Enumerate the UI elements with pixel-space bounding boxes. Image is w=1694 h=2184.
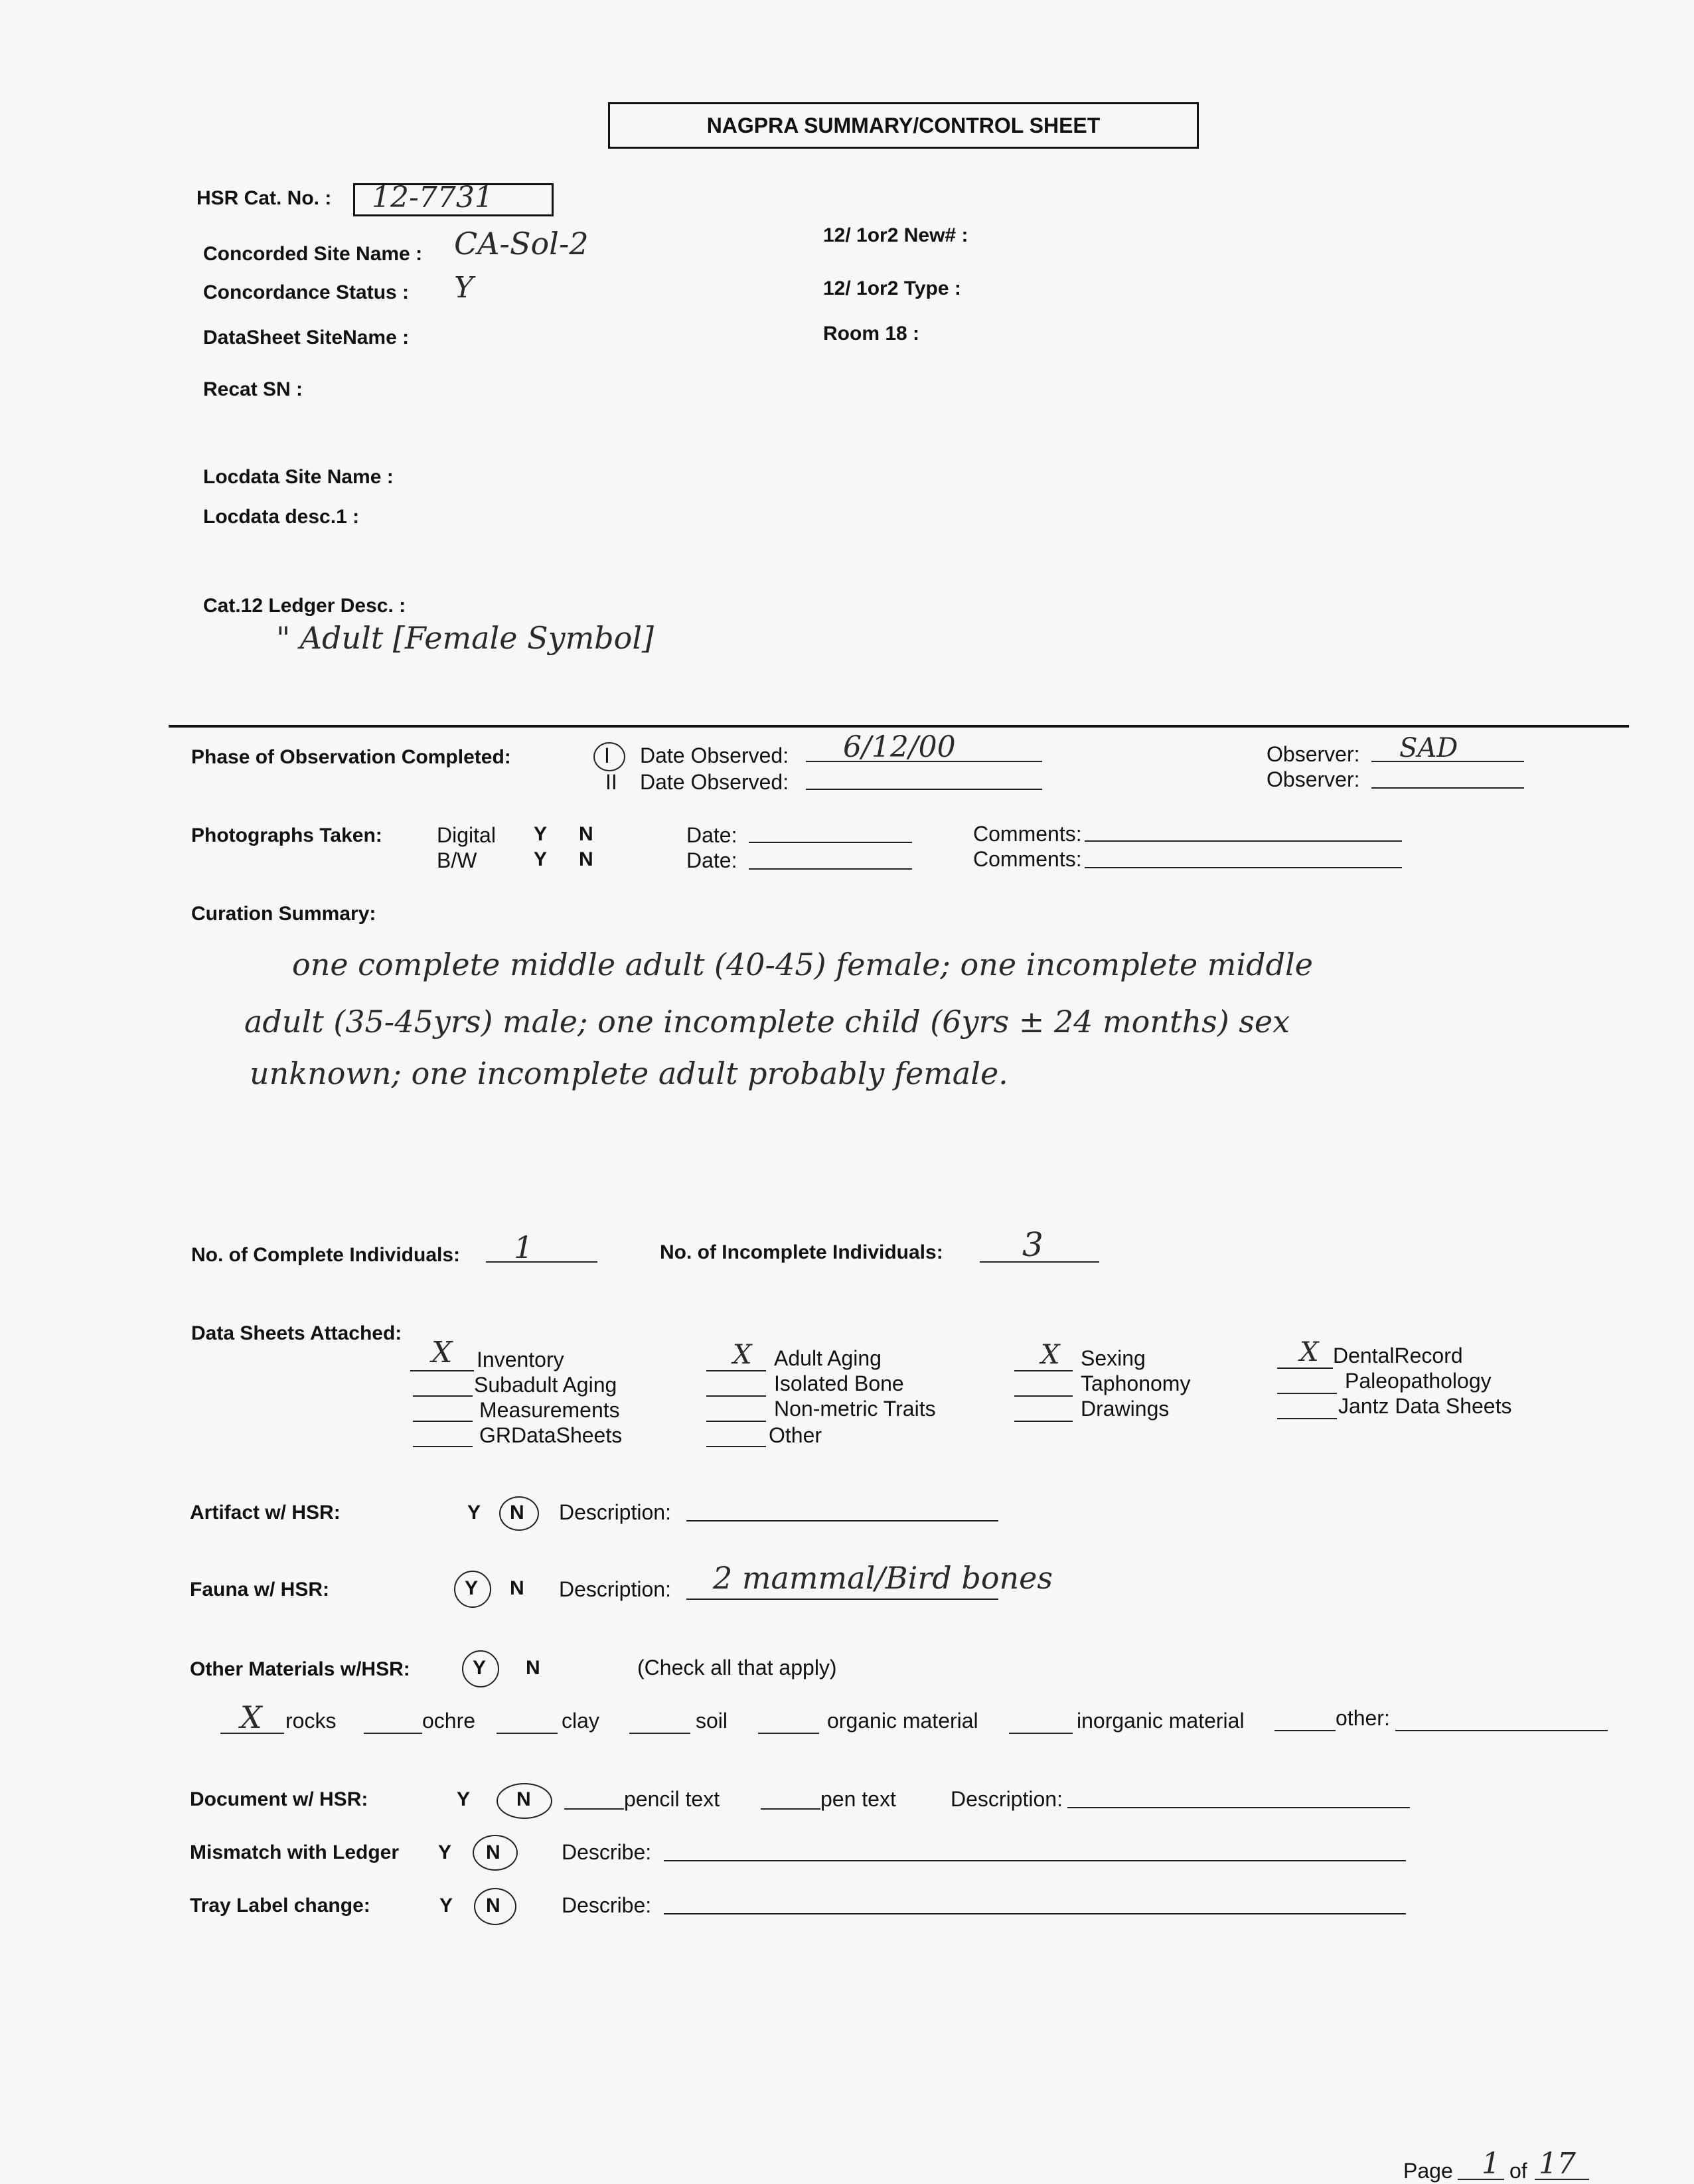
fauna-label: Fauna w/ HSR: [190,1579,330,1600]
tray-describe-line[interactable] [664,1913,1406,1914]
other-material-line[interactable] [1395,1730,1608,1731]
complete-individuals-line [486,1261,597,1263]
photo-digital: Digital [437,823,496,847]
locdata-site-name-label: Locdata Site Name : [203,466,394,488]
date-observed-value: 6/12/00 [843,730,956,764]
phase-one: I [604,743,610,767]
observer-label-1: Observer: [1267,742,1360,766]
fauna-desc-label: Description: [559,1577,671,1601]
sheet-measurements: Measurements [479,1398,620,1422]
material-inorganic: inorganic material [1077,1709,1245,1733]
check-line-subadult-aging[interactable] [413,1395,473,1397]
page-label: Page [1403,2159,1453,2183]
curation-line-1: one complete middle adult (40-45) female; one incomplete middle [292,947,1313,982]
check-line-measurements[interactable] [413,1421,473,1422]
photo-comments-line-2 [1085,867,1402,868]
date-observed-line-1 [806,761,1042,762]
artifact-n[interactable]: N [510,1502,524,1523]
incomplete-individuals-line [980,1261,1099,1263]
observer-line-1 [1371,761,1524,762]
other-materials-n[interactable]: N [526,1657,540,1679]
data-sheets-label: Data Sheets Attached: [191,1322,402,1344]
complete-individuals-value: 1 [514,1229,534,1265]
complete-individuals-label: No. of Complete Individuals: [191,1244,461,1266]
mismatch-label: Mismatch with Ledger [190,1841,400,1863]
mismatch-describe-line[interactable] [664,1860,1406,1861]
concordance-status-label: Concordance Status : [203,281,410,303]
document-desc-line[interactable] [1067,1807,1410,1808]
observer-value: SAD [1399,733,1458,763]
material-other: other: [1336,1706,1390,1730]
other-materials-note: (Check all that apply) [637,1656,837,1679]
photo-digital-n: N [579,823,593,845]
sheet-other: Other [769,1423,822,1447]
room-label: Room 18 : [823,323,920,345]
check-line-clay[interactable] [497,1733,558,1734]
check-line-paleopathology[interactable] [1277,1393,1337,1394]
material-rocks: rocks [285,1709,337,1733]
check-line-sexing[interactable] [1014,1370,1073,1371]
document-label: Document w/ HSR: [190,1788,368,1810]
check-line-pencil[interactable] [564,1808,624,1810]
section-divider [169,725,1629,728]
artifact-desc-line[interactable] [686,1520,998,1521]
check-mark-sexing: X [1041,1340,1060,1370]
check-line-dentalrecord[interactable] [1277,1367,1333,1369]
other-materials-label: Other Materials w/HSR: [190,1658,410,1680]
check-line-adult-aging[interactable] [706,1370,766,1371]
observer-label-2: Observer: [1267,767,1360,791]
ledger-desc-value: " Adult [Female Symbol] [276,620,654,656]
sheet-grdatasheets: GRDataSheets [479,1423,623,1447]
sheet-inventory: Inventory [477,1348,564,1371]
check-line-inventory[interactable] [410,1370,474,1371]
mismatch-describe-label: Describe: [562,1840,652,1864]
check-line-soil[interactable] [629,1733,690,1734]
tray-label: Tray Label change: [190,1895,370,1916]
fauna-y[interactable]: Y [465,1577,479,1599]
sheet-taphonomy: Taphonomy [1081,1371,1191,1395]
sheet-subadult-aging: Subadult Aging [474,1373,617,1397]
photo-date-label-2: Date: [686,848,737,872]
phase-label: Phase of Observation Completed: [191,746,511,768]
photo-bw-y: Y [534,848,548,870]
page-total: 17 [1539,2147,1576,2181]
photo-digital-y: Y [534,823,548,845]
concorded-site-name-label: Concorded Site Name : [203,243,423,265]
check-line-isolated-bone[interactable] [706,1395,766,1397]
mismatch-y[interactable]: Y [438,1841,452,1863]
tray-y[interactable]: Y [439,1895,453,1916]
material-organic: organic material [827,1709,978,1733]
form-title [608,102,1199,149]
photo-date-label-1: Date: [686,823,737,847]
mismatch-n[interactable]: N [486,1841,501,1863]
hsr-cat-no-value: 12-7731 [372,181,493,214]
check-line-ochre[interactable] [364,1733,422,1734]
incomplete-individuals-value: 3 [1022,1225,1043,1264]
sheet-adult-aging: Adult Aging [774,1346,882,1370]
check-line-jantz[interactable] [1277,1418,1337,1419]
document-y[interactable]: Y [457,1788,471,1810]
photo-comments-label-2: Comments: [973,847,1082,871]
photo-bw-n: N [579,848,593,870]
document-pen-text: pen text [820,1787,896,1811]
document-desc-label: Description: [951,1787,1063,1811]
check-line-organic[interactable] [758,1733,819,1734]
type-label: 12/ 1or2 Type : [823,277,961,299]
material-clay: clay [562,1709,599,1733]
photo-date-line-1 [749,842,912,843]
fauna-desc-value: 2 mammal/Bird bones [713,1560,1053,1596]
tray-describe-label: Describe: [562,1893,652,1917]
ledger-desc-label: Cat.12 Ledger Desc. : [203,595,406,617]
sheet-dentalrecord: DentalRecord [1333,1344,1463,1367]
hsr-cat-no-label: HSR Cat. No. : [196,187,332,209]
sheet-jantz-data-sheets: Jantz Data Sheets [1338,1394,1512,1418]
page-current: 1 [1482,2147,1500,2181]
curation-summary-label: Curation Summary: [191,903,376,925]
photo-comments-line-1 [1085,840,1402,842]
sheet-sexing: Sexing [1081,1346,1146,1370]
curation-line-2: adult (35-45yrs) male; one incomplete child (6yrs ± 24 months) sex [244,1004,1290,1040]
photo-comments-label-1: Comments: [973,822,1082,846]
check-mark-adult-aging: X [733,1340,752,1370]
tray-n[interactable]: N [486,1895,501,1916]
check-line-drawings[interactable] [1014,1421,1073,1422]
observer-line-2 [1371,787,1524,789]
artifact-desc-label: Description: [559,1500,671,1524]
date-observed-label-2: Date Observed: [640,770,789,794]
datasheet-sitename-label: DataSheet SiteName : [203,327,410,349]
artifact-label: Artifact w/ HSR: [190,1502,341,1523]
photo-date-line-2 [749,868,912,870]
date-observed-line-2 [806,789,1042,790]
check-line-non-metric[interactable] [706,1421,766,1422]
check-mark-rocks: X [240,1699,262,1735]
check-line-inorganic[interactable] [1009,1733,1073,1734]
sheet-non-metric-traits: Non-metric Traits [774,1397,936,1421]
page-current-line [1458,2179,1504,2180]
check-line-taphonomy[interactable] [1014,1395,1073,1397]
title-text: NAGPRA SUMMARY/CONTROL SHEET [706,113,1101,137]
date-observed-label-1: Date Observed: [640,743,789,767]
new-num-label: 12/ 1or2 New# : [823,224,968,246]
check-mark-inventory: X [431,1336,453,1369]
material-ochre: ochre [422,1709,476,1733]
sheet-paleopathology: Paleopathology [1345,1369,1492,1393]
check-line-other-material[interactable] [1274,1730,1336,1731]
other-materials-y[interactable]: Y [473,1657,487,1679]
phase-two: II [605,770,617,794]
photo-bw: B/W [437,848,477,872]
check-line-grdatasheets[interactable] [413,1446,473,1447]
recat-sn-label: Recat SN : [203,378,303,400]
fauna-desc-line[interactable] [686,1599,998,1600]
document-pencil-text: pencil text [624,1787,720,1811]
page-of-label: of [1509,2159,1527,2183]
sheet-drawings: Drawings [1081,1397,1170,1421]
photographs-label: Photographs Taken: [191,824,382,846]
check-mark-dentalrecord: X [1300,1337,1319,1367]
concordance-status-value: Y [454,271,474,305]
check-line-other[interactable] [706,1446,766,1447]
curation-line-3: unknown; one incomplete adult probably female. [250,1055,1008,1091]
artifact-y[interactable]: Y [467,1502,481,1523]
document-n[interactable]: N [516,1788,531,1810]
material-soil: soil [696,1709,728,1733]
fauna-n[interactable]: N [510,1577,524,1599]
page-total-line [1535,2179,1589,2180]
incomplete-individuals-label: No. of Incomplete Individuals: [660,1241,943,1263]
locdata-desc-label: Locdata desc.1 : [203,506,360,528]
sheet-isolated-bone: Isolated Bone [774,1371,904,1395]
check-line-pen[interactable] [761,1808,820,1810]
concorded-site-name-value: CA-Sol-2 [454,226,589,262]
